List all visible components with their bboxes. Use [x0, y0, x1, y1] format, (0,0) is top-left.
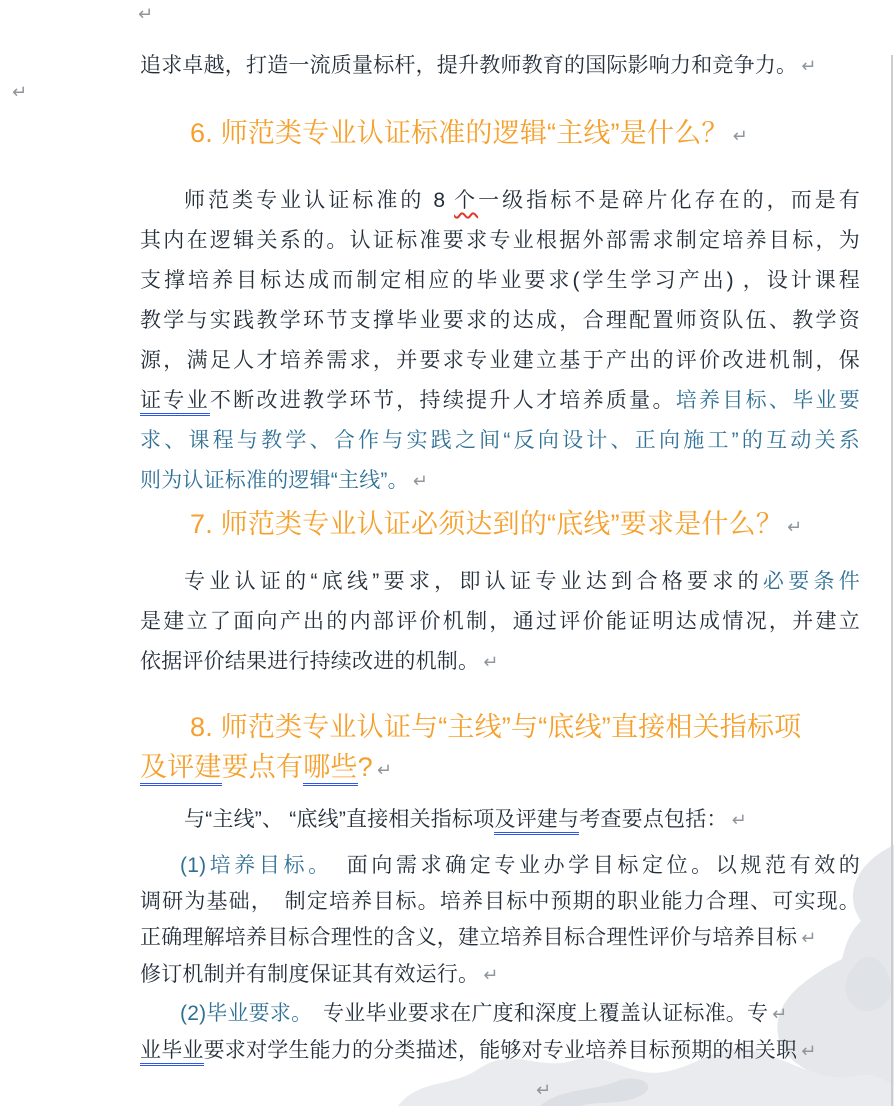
return-mark-icon: ↵ — [787, 517, 803, 538]
paragraph-line — [140, 381, 860, 421]
paragraph-line — [140, 341, 860, 381]
paragraph-line — [140, 707, 860, 747]
paragraph-line — [140, 848, 860, 884]
paragraph-line — [140, 801, 860, 840]
text-segment: 哪些 — [303, 752, 357, 786]
text-segment: 其内在逻辑关系的。认证标准要求专业根据外部需求制定培养目标，为 — [140, 229, 860, 252]
paragraph-line — [140, 461, 860, 502]
return-mark-icon: ↵ — [12, 82, 28, 102]
text-segment: 证专业 — [140, 389, 210, 416]
intro-paragraph — [140, 46, 860, 87]
question-6-answer — [140, 181, 860, 502]
question-7-heading — [140, 504, 860, 548]
text-segment: 必要条件 — [762, 570, 860, 593]
text-segment: 8. 师范类专业认证与“主线”与“底线”直接相关指标项 — [190, 712, 802, 742]
text-segment: 6. 师范类专业认证标准的逻辑“主线”是什么？ — [190, 118, 729, 148]
paragraph-line — [140, 602, 860, 642]
item-1-training-objectives — [140, 848, 860, 994]
text-segment: 及评建 — [140, 752, 222, 786]
text-segment: 是建立了面向产出的内部评价机制，通过评价能证明达成情况，并建立 — [140, 610, 860, 633]
text-segment: (2)毕业要求。 — [180, 1002, 302, 1025]
text-segment: 一级指标不是碎片化存在的，而是有 — [478, 189, 861, 212]
page-edge-line — [891, 55, 893, 1106]
trailing-empty-line — [532, 1070, 860, 1106]
paragraph-line — [140, 920, 860, 957]
question-8-heading — [140, 707, 860, 791]
paragraph-line — [140, 46, 860, 87]
text-segment: 专业毕业要求在广度和深度上覆盖认证标准。专 — [301, 1002, 769, 1025]
text-segment: 求、课程与教学、合作与实践之间“反向设计、正向施工”的互动关系 — [140, 429, 860, 452]
text-segment: 与“主线”、 “底线”直接相关指标项 — [184, 808, 495, 831]
paragraph-line — [140, 996, 860, 1033]
return-mark-icon: ↵ — [801, 56, 817, 77]
item-2-graduation-requirements — [140, 996, 860, 1070]
text-segment: 个 — [454, 189, 479, 212]
paragraph-line — [140, 504, 860, 548]
return-mark-icon: ↵ — [138, 4, 154, 24]
text-segment: 追求卓越，打造一流质量标杆，提升教师教育的国际影响力和竞争力。 — [140, 54, 798, 77]
paragraph-line — [532, 1070, 860, 1106]
text-segment: 支撑培养目标达成而制定相应的毕业要求(学生学习产出) ，设计课程 — [140, 269, 860, 292]
return-mark-icon: ↵ — [801, 1041, 817, 1062]
text-segment: 源，满足人才培养需求，并要求专业建立基于产出的评价改进机制，保 — [140, 349, 860, 372]
return-mark-icon: ↵ — [483, 652, 499, 673]
text-segment: 要点有 — [221, 752, 304, 782]
paragraph-line — [140, 957, 860, 994]
return-mark-icon: ↵ — [376, 760, 393, 781]
text-segment: 培养目标、毕业要 — [675, 389, 860, 412]
paragraph-line — [140, 113, 860, 157]
text-segment: 正确理解培养目标合理性的含义，建立培养目标合理性评价与培养目标 — [140, 926, 798, 949]
text-segment: ? — [357, 752, 373, 782]
text-segment: 调研为基础， 制定培养目标。培养目标中预期的职业能力合理、可实现。 — [140, 890, 860, 913]
return-mark-icon: ↵ — [536, 1080, 552, 1101]
return-mark-icon: ↵ — [483, 965, 499, 986]
text-segment: 业毕业 — [140, 1039, 204, 1066]
document-body — [140, 0, 860, 1106]
return-mark-icon: ↵ — [732, 126, 748, 147]
text-segment: (1)培养目标。 — [180, 854, 323, 877]
text-segment: 则为认证标准的逻辑“主线”。 — [140, 469, 409, 492]
paragraph-line — [140, 261, 860, 301]
paragraph-line — [140, 421, 860, 461]
text-segment: 专业认证的“底线”要求，即认证专业达到合格要求的 — [184, 570, 763, 593]
paragraph-line — [140, 181, 860, 221]
text-segment: 7. 师范类专业认证必须达到的“底线”要求是什么？ — [190, 509, 784, 539]
paragraph-line — [140, 884, 860, 920]
text-segment: 考查要点包括： — [579, 808, 728, 831]
question-8-lead — [140, 801, 860, 840]
text-segment: 修订机制并有制度保证其有效运行。 — [140, 963, 480, 986]
text-segment: 教学与实践教学环节支撑毕业要求的达成，合理配置师资队伍、教学资 — [140, 309, 860, 332]
paragraph-line — [140, 747, 860, 791]
text-segment: 师范类专业认证标准的 8 — [184, 189, 455, 212]
text-segment: 要求对学生能力的分类描述，能够对专业培养目标预期的相关职 — [203, 1039, 798, 1062]
text-segment: 面向需求确定专业办学目标定位。以规范有效的 — [322, 854, 860, 877]
paragraph-line — [140, 642, 860, 683]
question-6-heading — [140, 113, 860, 157]
return-mark-icon: ↵ — [412, 471, 429, 492]
return-mark-icon: ↵ — [731, 810, 747, 831]
paragraph-line — [140, 1033, 860, 1070]
question-7-answer — [140, 562, 860, 683]
text-segment: 及评建与 — [494, 808, 579, 835]
paragraph-line — [140, 301, 860, 341]
text-segment: 依据评价结果进行持续改进的机制。 — [140, 650, 480, 673]
return-mark-icon: ↵ — [801, 928, 817, 949]
paragraph-line — [140, 562, 860, 602]
paragraph-line — [140, 221, 860, 261]
return-mark-icon: ↵ — [772, 1004, 788, 1025]
text-segment: 不断改进教学环节，持续提升人才培养质量。 — [209, 389, 676, 412]
